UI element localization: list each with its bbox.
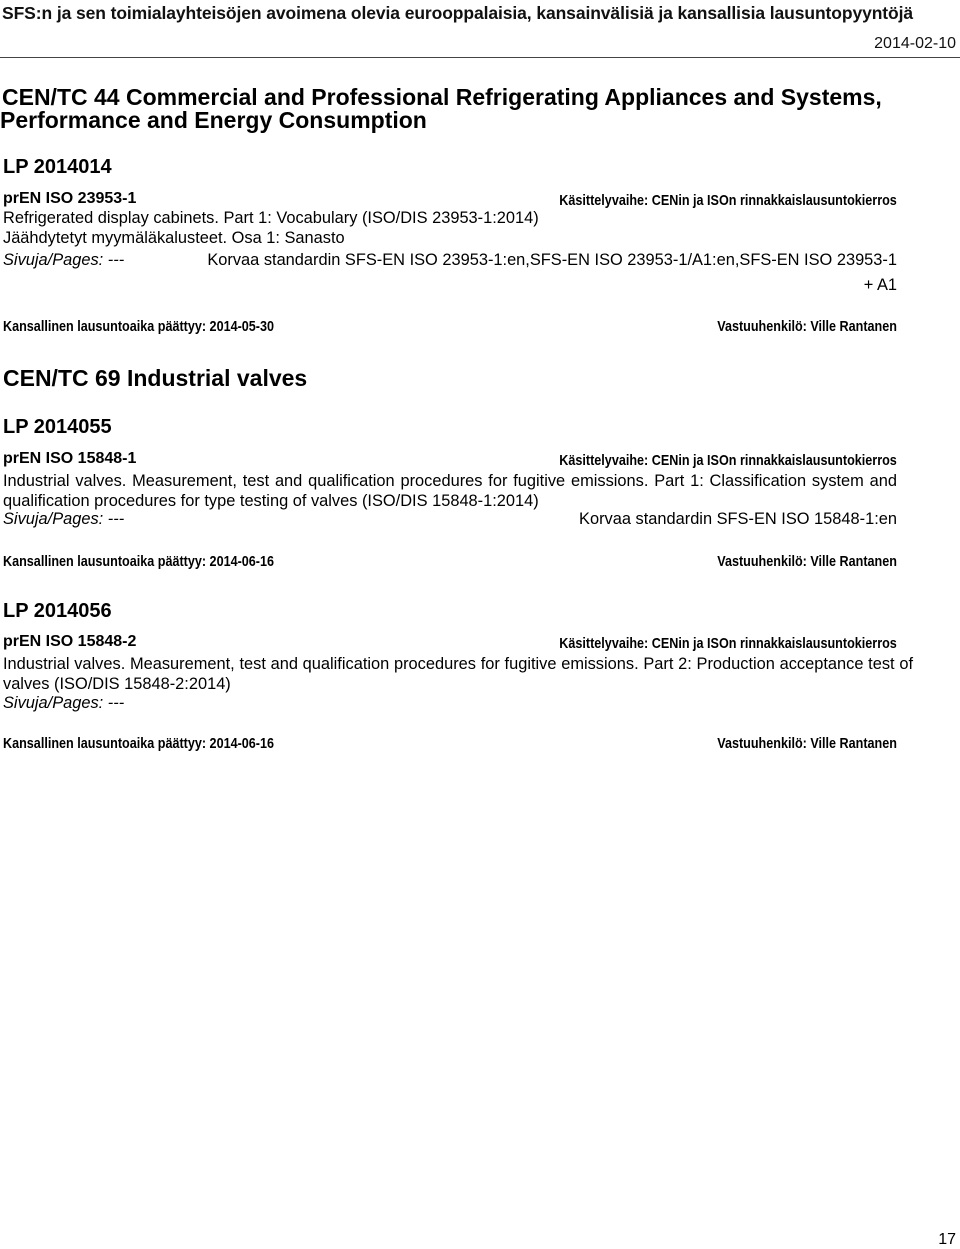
document-date: 2014-02-10 (874, 35, 956, 52)
page-number: 17 (938, 1231, 956, 1248)
committee-title-line-2: Performance and Energy Consumption (0, 107, 427, 133)
header-divider (0, 57, 960, 58)
title-finnish: Jäähdytetyt myymäläkalusteet. Osa 1: Sanasto (3, 229, 345, 247)
responsible-person: Vastuuhenkilö: Ville Rantanen (717, 553, 897, 570)
comment-deadline: Kansallinen lausuntoaika päättyy: 2014-06-16 (3, 735, 275, 752)
pages-info: Sivuja/Pages: --- (3, 694, 125, 712)
responsible-person: Vastuuhenkilö: Ville Rantanen (717, 735, 897, 752)
processing-stage: Käsittelyvaihe: CENin ja ISOn rinnakkaislausuntokierros (559, 452, 897, 469)
replaces-standard: Korvaa standardin SFS-EN ISO 23953-1:en,SFS-EN ISO 23953-1/A1:en,SFS-EN ISO 23953-1 (207, 251, 897, 269)
document-header-title: SFS:n ja sen toimialayhteisöjen avoimena olevia eurooppalaisia, kansainvälisiä ja kansallisia lausuntopyyntöjä (2, 3, 914, 23)
item-description: Industrial valves. Measurement, test and qualification procedures for fugitive emissions. Part 2: Production acceptance test of valves (ISO/DIS 15848-2:2014) (3, 655, 913, 693)
processing-stage: Käsittelyvaihe: CENin ja ISOn rinnakkaislausuntokierros (559, 635, 897, 652)
standard-code: prEN ISO 15848-1 (3, 450, 137, 467)
committee-title-line-1: CEN/TC 44 Commercial and Professional Refrigerating Appliances and Systems, (2, 84, 882, 110)
title-english: Refrigerated display cabinets. Part 1: Vocabulary (ISO/DIS 23953-1:2014) (3, 209, 539, 227)
comment-deadline: Kansallinen lausuntoaika päättyy: 2014-06-16 (3, 553, 275, 570)
committee-title: CEN/TC 69 Industrial valves (3, 365, 308, 391)
pages-info: Sivuja/Pages: --- (3, 251, 125, 269)
standard-code: prEN ISO 15848-2 (3, 633, 137, 650)
pages-info: Sivuja/Pages: --- (3, 510, 125, 528)
lp-number: LP 2014056 (3, 600, 112, 622)
item-description: Industrial valves. Measurement, test and qualification procedures for fugitive emissions. Part 1: Classification system and qualification procedures for type testing of valves (ISO/DIS 15848-1:2014) (3, 472, 897, 510)
lp-number: LP 2014014 (3, 156, 112, 178)
lp-number: LP 2014055 (3, 416, 112, 438)
standard-code: prEN ISO 23953-1 (3, 190, 137, 207)
replaces-standard: Korvaa standardin SFS-EN ISO 15848-1:en (579, 510, 897, 528)
responsible-person: Vastuuhenkilö: Ville Rantanen (717, 318, 897, 335)
processing-stage: Käsittelyvaihe: CENin ja ISOn rinnakkaislausuntokierros (559, 192, 897, 209)
replaces-standard-continued: + A1 (863, 276, 897, 294)
comment-deadline: Kansallinen lausuntoaika päättyy: 2014-05-30 (3, 318, 275, 335)
